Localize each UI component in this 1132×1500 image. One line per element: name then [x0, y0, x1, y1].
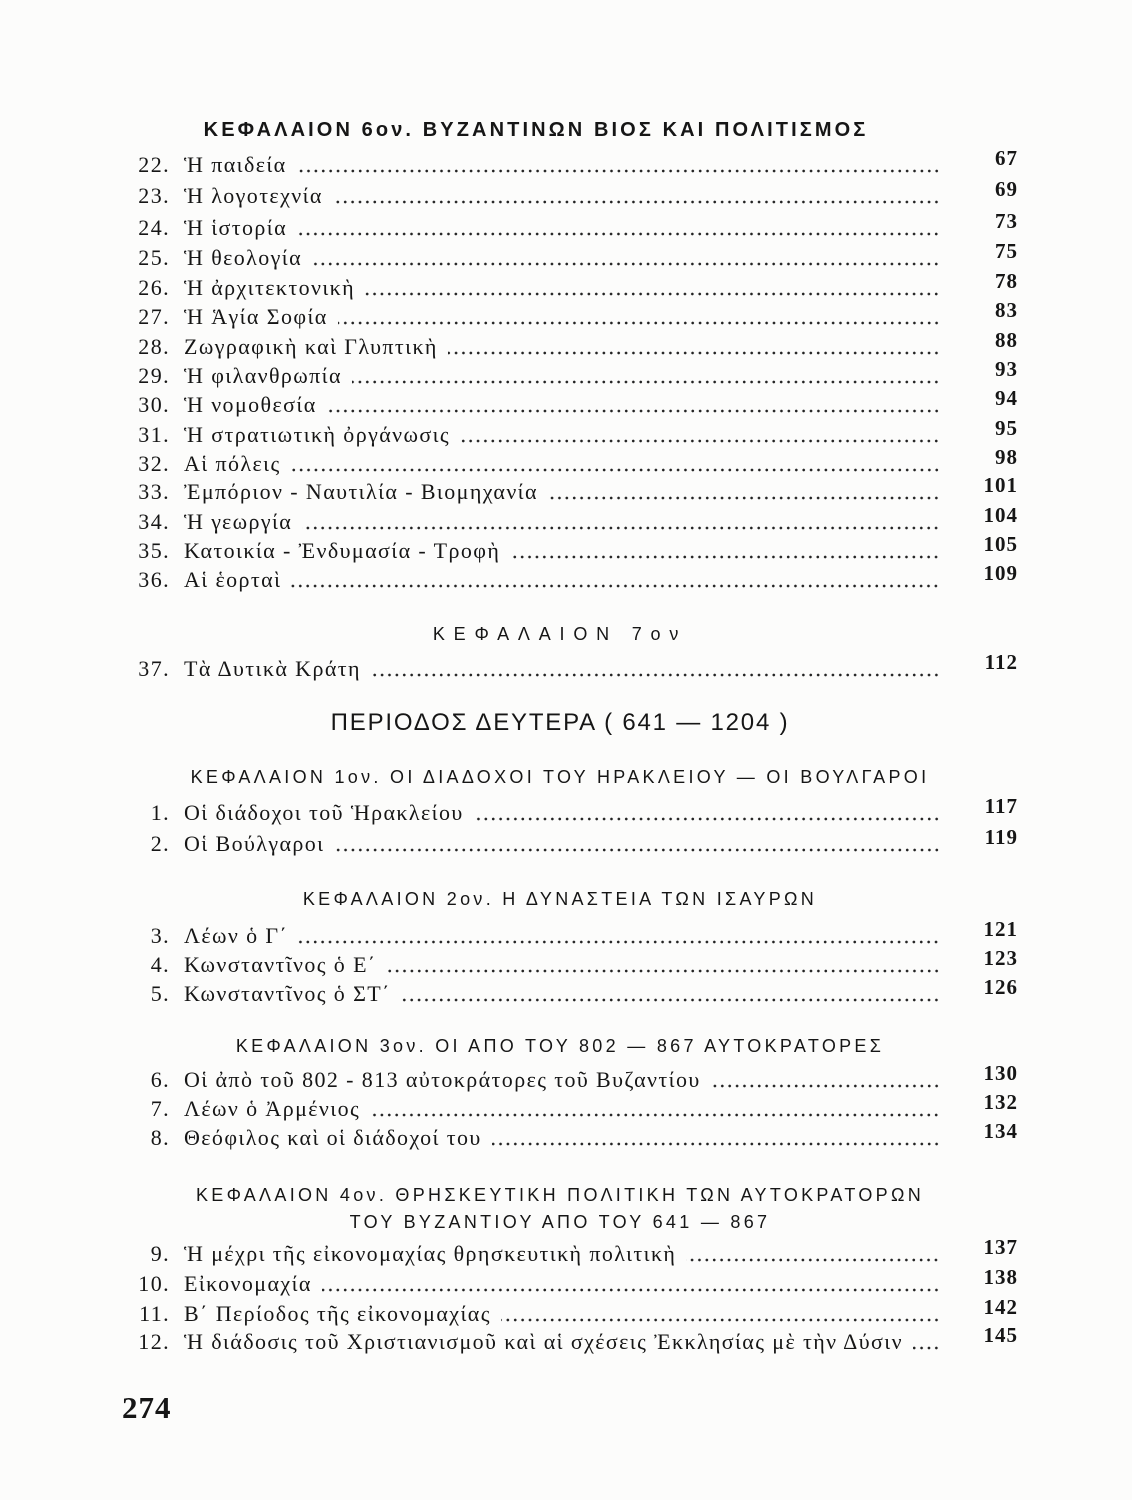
entry-page-number: 93 [995, 357, 1018, 381]
entry-title: Ἡ νομοθεσία [184, 392, 317, 417]
entry-page-number: 121 [983, 917, 1018, 941]
entry-title: Αἱ πόλεις [184, 451, 281, 476]
entry-page-number: 98 [995, 445, 1018, 469]
entry-number: 32. [138, 451, 170, 476]
entry-title: Τὰ Δυτικὰ Κράτη [184, 656, 361, 681]
entry-page-number: 145 [983, 1323, 1018, 1347]
entry-page-number: 126 [983, 975, 1018, 999]
entry-page-number: 142 [983, 1295, 1018, 1319]
entry-number: 3. [150, 923, 170, 948]
toc-entry [100, 473, 1018, 506]
entry-title: Ἡ ἀρχιτεκτονικὴ [184, 275, 356, 300]
entry-page-number: 130 [983, 1061, 1018, 1085]
toc-entry [100, 445, 1018, 478]
toc-entry [100, 177, 1018, 210]
chapter-7-heading: ΚΕΦΑΛΑΙΟΝ 7ον [432, 624, 688, 644]
dot-leader [548, 496, 940, 500]
entry-number: 12. [138, 1329, 170, 1354]
entry-page-number: 101 [983, 473, 1018, 497]
toc-entry [100, 825, 1018, 858]
dot-leader [352, 380, 940, 384]
entry-title: Κατοικία - Ἐνδυμασία - Τροφὴ [184, 538, 501, 563]
entry-number: 33. [138, 479, 170, 504]
entry-page-number: 69 [995, 177, 1018, 201]
entry-number: 26. [138, 275, 170, 300]
toc-entry [100, 1295, 1018, 1328]
entry-title: Ἡ ἱστορία [184, 215, 288, 240]
entry-page-number: 83 [995, 298, 1018, 322]
entry-number: 1. [150, 800, 170, 825]
entry-number: 10. [138, 1271, 170, 1296]
entry-number: 4. [150, 952, 170, 977]
entry-page-number: 104 [983, 503, 1018, 527]
entry-number: 35. [138, 538, 170, 563]
toc-entry [100, 794, 1018, 827]
entry-page-number: 119 [984, 825, 1018, 849]
entry-title: Λέων ὁ Γ΄ [184, 923, 289, 948]
entry-page-number: 109 [983, 561, 1018, 585]
entry-page-number: 105 [983, 532, 1018, 556]
entry-title: Ἡ παιδεία [184, 152, 287, 177]
toc-entry [100, 146, 1018, 179]
entry-title: Ἡ Ἁγία Σοφία [184, 304, 328, 329]
dot-leader [291, 584, 940, 588]
entry-number: 7. [150, 1096, 170, 1121]
entry-number: 29. [138, 363, 170, 388]
entry-title: Θεόφιλος καὶ οἱ διάδοχοί του [184, 1125, 482, 1150]
dot-leader [474, 817, 940, 821]
entry-title: Ἡ γεωργία [184, 509, 293, 534]
dot-leader [302, 526, 940, 530]
chapter-2-heading: ΚΕΦΑΛΑΙΟΝ 2ον. Η ΔΥΝΑΣΤΕΙΑ ΤΩΝ ΙΣΑΥΡΩΝ [302, 889, 818, 909]
chapter-4-heading-continued: ΤΟΥ ΒΥΖΑΝΤΙΟΥ ΑΠΟ ΤΟΥ 641 — 867 [349, 1212, 771, 1232]
toc-entry [100, 416, 1018, 449]
chapter-1-heading: ΚΕΦΑΛΑΙΟΝ 1ον. ΟΙ ΔΙΑΔΟΧΟΙ ΤΟΥ ΗΡΑΚΛΕΙΟΥ — ΟΙ ΒΟΥΛΓΑΡΟΙ [190, 767, 930, 787]
chapter-4-heading: ΚΕΦΑΛΑΙΟΝ 4ον. ΘΡΗΣΚΕΥΤΙΚΗ ΠΟΛΙΤΙΚΗ ΤΩΝ ΑΥΤΟΚΡΑΤΟΡΩΝ [196, 1185, 924, 1205]
entry-number: 22. [138, 152, 170, 177]
entry-page-number: 123 [983, 946, 1018, 970]
entry-page-number: 88 [995, 328, 1018, 352]
entry-title: Λέων ὁ Ἀρμένιος [184, 1096, 361, 1121]
entry-number: 2. [150, 831, 170, 856]
entry-number: 25. [138, 245, 170, 270]
toc-entry [100, 917, 1018, 950]
entry-title: Ἡ θεολογία [184, 245, 303, 270]
dot-leader [298, 940, 940, 944]
entry-title: Κωνσταντῖνος ὁ ΣΤ΄ [184, 981, 391, 1006]
dot-leader [510, 555, 940, 559]
toc-entry [100, 357, 1018, 390]
dot-leader [322, 1288, 940, 1292]
toc-entry [100, 386, 1018, 419]
entry-title: Αἱ ἑορταὶ [184, 567, 282, 592]
entry-number: 24. [138, 215, 170, 240]
entry-title: Ἐμπόριον - Ναυτιλία - Βιομηχανία [184, 479, 538, 504]
dot-leader [370, 1113, 940, 1117]
entry-title: Εἰκονομαχία [184, 1271, 312, 1296]
entry-number: 11. [139, 1301, 170, 1326]
entry-page-number: 94 [995, 386, 1018, 410]
toc-entry [100, 1119, 1018, 1152]
toc-entry [100, 946, 1018, 979]
chapter-3-heading: ΚΕΦΑΛΑΙΟΝ 3ον. ΟΙ ΑΠΟ ΤΟΥ 802 — 867 ΑΥΤΟΚΡΑΤΟΡΕΣ [235, 1036, 885, 1056]
chapter-6-heading: ΚΕΦΑΛΑΙΟΝ 6ον. ΒΥΖΑΝΤΙΝΩΝ ΒΙΟΣ ΚΑΙ ΠΟΛΙΤΙΣΜΟΣ [203, 119, 869, 141]
entry-page-number: 132 [983, 1090, 1018, 1114]
entry-title: Β΄ Περίοδος τῆς εἰκονομαχίας [184, 1301, 491, 1326]
entry-number: 34. [138, 509, 170, 534]
toc-entry [100, 561, 1018, 594]
dot-leader [401, 998, 940, 1002]
toc-entry [100, 650, 1018, 683]
entry-title: Κωνσταντῖνος ὁ Ε΄ [184, 952, 377, 977]
dot-leader [387, 969, 940, 973]
entry-page-number: 112 [984, 650, 1018, 674]
entry-number: 36. [138, 567, 170, 592]
toc-entry [100, 328, 1018, 361]
entry-page-number: 75 [995, 239, 1018, 263]
dot-leader [711, 1084, 940, 1088]
entry-title: Οἱ ἀπὸ τοῦ 802 - 813 αὐτοκράτορες τοῦ Βυζαντίου [184, 1067, 701, 1092]
entry-page-number: 137 [983, 1235, 1018, 1259]
entry-number: 8. [150, 1125, 170, 1150]
toc-entry [100, 503, 1018, 536]
toc-entry [100, 1090, 1018, 1123]
entry-page-number: 117 [984, 794, 1018, 818]
entry-page-number: 78 [995, 269, 1018, 293]
entry-page-number: 95 [995, 416, 1018, 440]
dot-leader [297, 169, 940, 173]
dot-leader [913, 1346, 940, 1350]
toc-entry [100, 1061, 1018, 1094]
dot-leader [312, 262, 940, 266]
entry-number: 37. [138, 656, 170, 681]
entry-page-number: 134 [983, 1119, 1018, 1143]
dot-leader [492, 1142, 940, 1146]
entry-number: 9. [150, 1241, 170, 1266]
entry-number: 6. [150, 1067, 170, 1092]
entry-number: 31. [138, 422, 170, 447]
toc-entry [100, 298, 1018, 331]
dot-leader [448, 351, 940, 355]
page-number: 274 [122, 1390, 172, 1425]
toc-entry [100, 1323, 1018, 1356]
dot-leader [333, 200, 940, 204]
dot-leader [338, 321, 940, 325]
entry-title: Ἡ φιλανθρωπία [184, 363, 342, 388]
dot-leader [460, 439, 940, 443]
entry-number: 5. [150, 981, 170, 1006]
entry-title: Ζωγραφικὴ καὶ Γλυπτικὴ [184, 334, 438, 359]
toc-entry [100, 532, 1018, 565]
period-heading: ΠΕΡΙΟΔΟΣ ΔΕΥΤΕΡΑ ( 641 — 1204 ) [330, 709, 790, 736]
dot-leader [291, 468, 940, 472]
entry-number: 23. [138, 183, 170, 208]
entry-page-number: 138 [983, 1265, 1018, 1289]
entry-number: 27. [138, 304, 170, 329]
dot-leader [501, 1318, 940, 1322]
entry-page-number: 67 [995, 146, 1018, 170]
entry-number: 30. [138, 392, 170, 417]
toc-entry [100, 1265, 1018, 1298]
dot-leader [371, 673, 940, 677]
toc-entry [100, 239, 1018, 272]
dot-leader [297, 232, 940, 236]
entry-title: Ἡ στρατιωτικὴ ὀργάνωσις [184, 422, 451, 447]
entry-title: Οἱ διάδοχοι τοῦ Ἡρακλείου [184, 800, 464, 825]
toc-entry [100, 1235, 1018, 1268]
entry-title: Ἡ διάδοσις τοῦ Χριστιανισμοῦ καὶ αἱ σχέσεις Ἐκκλησίας μὲ τὴν Δύσιν [184, 1329, 903, 1354]
entry-title: Ἡ λογοτεχνία [184, 183, 323, 208]
entry-title: Οἱ Βούλγαροι [184, 831, 325, 856]
toc-entry [100, 269, 1018, 302]
dot-leader [686, 1258, 940, 1262]
entry-number: 28. [138, 334, 170, 359]
toc-entry [100, 209, 1018, 242]
dot-leader [335, 848, 941, 852]
dot-leader [365, 292, 940, 296]
dot-leader [327, 409, 940, 413]
entry-page-number: 73 [995, 209, 1018, 233]
entry-title: Ἡ μέχρι τῆς εἰκονομαχίας θρησκευτικὴ πολιτικὴ [184, 1241, 677, 1266]
toc-entry [100, 975, 1018, 1008]
